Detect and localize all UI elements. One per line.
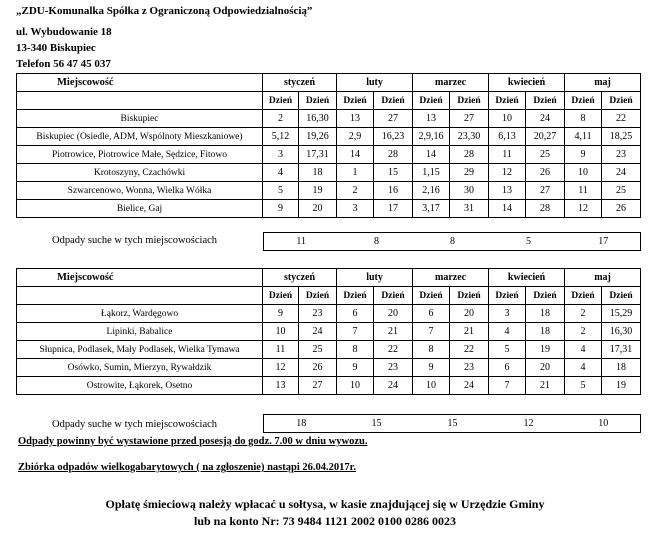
day-cell: 19,26: [299, 128, 337, 146]
day-cell: 10: [413, 377, 450, 395]
day-cell: 14: [489, 200, 526, 218]
table-row: [17, 323, 641, 341]
dry-waste-day: 18: [264, 415, 339, 433]
day-header: Dzień: [526, 92, 565, 110]
table-row: [17, 128, 641, 146]
day-cell: 26: [526, 164, 565, 182]
day-header: Dzień: [450, 92, 489, 110]
day-cell: 3: [263, 146, 299, 164]
day-cell: 10: [263, 323, 299, 341]
day-cell: 16,30: [602, 323, 641, 341]
empty-cell: [17, 92, 263, 110]
month-header-march: marzec: [413, 269, 489, 287]
day-cell: 12: [489, 164, 526, 182]
day-cell: 13: [413, 110, 450, 128]
month-header-march: marzec: [413, 74, 489, 92]
dry-waste-day: 11: [264, 233, 339, 251]
note-bulky-waste: Zbiórka odpadów wielkogabarytowych ( na zgłoszenie) nastąpi 26.04.2017r.: [18, 462, 356, 473]
location-header: Miejscowość: [17, 269, 263, 287]
day-header: Dzień: [565, 92, 602, 110]
day-cell: 18: [526, 305, 565, 323]
day-cell: 3: [489, 305, 526, 323]
day-cell: 23,30: [450, 128, 489, 146]
day-cell: 2,16: [413, 182, 450, 200]
day-cell: 20: [526, 359, 565, 377]
day-cell: 18,25: [602, 128, 641, 146]
day-cell: 31: [450, 200, 489, 218]
table-row: [17, 200, 641, 218]
table-row: [17, 377, 641, 395]
footer-account-number: lub na konto Nr: 73 9484 1121 2002 0100 0286 0023: [193, 514, 457, 528]
day-cell: 4,11: [565, 128, 602, 146]
day-cell: 7: [413, 323, 450, 341]
day-header: Dzień: [565, 287, 602, 305]
day-cell: 9: [263, 305, 299, 323]
location-cell: Łąkorz, Wardęgowo: [17, 305, 263, 323]
day-cell: 4: [489, 323, 526, 341]
table-month-header-row: [17, 74, 641, 92]
day-header: Dzień: [299, 92, 337, 110]
day-header: Dzień: [413, 92, 450, 110]
day-cell: 27: [526, 182, 565, 200]
company-city: 13-340 Biskupiec: [16, 42, 96, 54]
location-cell: Słupnica, Podlasek, Mały Podlasek, Wielka Tymawa: [17, 341, 263, 359]
day-header: Dzień: [526, 287, 565, 305]
schedule-table-2: [16, 268, 641, 395]
day-cell: 23: [602, 146, 641, 164]
day-cell: 2: [565, 323, 602, 341]
day-cell: 29: [450, 164, 489, 182]
day-header: Dzień: [450, 287, 489, 305]
day-header: Dzień: [263, 92, 299, 110]
table-row: [17, 182, 641, 200]
day-cell: 8: [413, 341, 450, 359]
day-header: Dzień: [489, 287, 526, 305]
day-cell: 21: [526, 377, 565, 395]
day-cell: 24: [526, 110, 565, 128]
day-header: Dzień: [374, 92, 413, 110]
day-cell: 1,15: [413, 164, 450, 182]
day-cell: 11: [263, 341, 299, 359]
day-cell: 30: [450, 182, 489, 200]
day-cell: 28: [450, 146, 489, 164]
day-cell: 26: [602, 200, 641, 218]
day-cell: 10: [489, 110, 526, 128]
day-cell: 10: [337, 377, 374, 395]
month-header-april: kwiecień: [489, 269, 565, 287]
dry-waste-label-1: Odpady suche w tych miejscowościach: [52, 235, 218, 246]
day-cell: 22: [602, 110, 641, 128]
day-cell: 23: [450, 359, 489, 377]
day-cell: 5: [489, 341, 526, 359]
footer-payment-info: Opłatę śmieciową należy wpłacać u sołtysa, w kasie znajdującej się w Urzędzie Gminy: [105, 497, 545, 511]
location-cell: Piotrowice, Piotrowice Małe, Sędzice, Fitowo: [17, 146, 263, 164]
schedule-table-1: [16, 73, 641, 218]
day-cell: 9: [337, 359, 374, 377]
day-cell: 4: [565, 359, 602, 377]
day-cell: 9: [413, 359, 450, 377]
day-cell: 13: [337, 110, 374, 128]
day-cell: 4: [263, 164, 299, 182]
day-cell: 27: [374, 110, 413, 128]
day-header: Dzień: [263, 287, 299, 305]
dry-waste-day: 5: [491, 233, 567, 251]
day-cell: 20,27: [526, 128, 565, 146]
day-cell: 18: [526, 323, 565, 341]
day-cell: 26: [299, 359, 337, 377]
day-cell: 20: [299, 200, 337, 218]
day-cell: 18: [299, 164, 337, 182]
day-header: Dzień: [299, 287, 337, 305]
month-header-may: maj: [565, 269, 641, 287]
day-cell: 5: [565, 377, 602, 395]
day-cell: 24: [450, 377, 489, 395]
day-cell: 7: [489, 377, 526, 395]
day-cell: 2: [337, 182, 374, 200]
day-cell: 8: [565, 110, 602, 128]
location-cell: Osówko, Sumin, Mierzyn, Rywałdzik: [17, 359, 263, 377]
day-cell: 18: [602, 359, 641, 377]
dry-waste-day: 8: [415, 233, 491, 251]
day-cell: 23: [374, 359, 413, 377]
month-header-january: styczeń: [263, 74, 337, 92]
note-collection-time: Odpady powinny być wystawione przed posesją do godz. 7.00 w dniu wywozu.: [18, 436, 368, 447]
day-cell: 2: [263, 110, 299, 128]
day-header: Dzień: [602, 92, 641, 110]
day-cell: 25: [602, 182, 641, 200]
company-name: „ZDU-Komunalka Spółka z Ograniczoną Odpowiedzialnością”: [16, 5, 313, 17]
day-cell: 27: [450, 110, 489, 128]
day-cell: 6: [489, 359, 526, 377]
day-cell: 16,23: [374, 128, 413, 146]
dry-waste-day: 8: [339, 233, 415, 251]
day-header: Dzień: [413, 287, 450, 305]
day-cell: 20: [374, 305, 413, 323]
location-cell: Biskupiec: [17, 110, 263, 128]
day-cell: 6: [337, 305, 374, 323]
dry-waste-day: 12: [491, 415, 567, 433]
day-cell: 22: [374, 341, 413, 359]
day-cell: 17: [374, 200, 413, 218]
day-cell: 14: [413, 146, 450, 164]
day-cell: 11: [565, 182, 602, 200]
day-cell: 14: [337, 146, 374, 164]
location-cell: Biskupiec (Osiedle, ADM, Wspólnoty Mieszkaniowe): [17, 128, 263, 146]
location-cell: Ostrowite, Łąkorek, Osetno: [17, 377, 263, 395]
month-header-february: luty: [337, 74, 413, 92]
day-header: Dzień: [337, 287, 374, 305]
day-cell: 3: [337, 200, 374, 218]
day-cell: 27: [299, 377, 337, 395]
day-cell: 4: [565, 341, 602, 359]
month-header-may: maj: [565, 74, 641, 92]
day-cell: 21: [450, 323, 489, 341]
day-cell: 19: [299, 182, 337, 200]
day-cell: 2,9: [337, 128, 374, 146]
day-cell: 24: [374, 377, 413, 395]
day-cell: 17,31: [299, 146, 337, 164]
day-cell: 16,30: [299, 110, 337, 128]
dry-waste-row-2: [263, 414, 641, 433]
day-cell: 25: [299, 341, 337, 359]
day-cell: 24: [299, 323, 337, 341]
table-month-header-row: [17, 269, 641, 287]
table-row: [17, 341, 641, 359]
day-header: Dzień: [374, 287, 413, 305]
day-cell: 11: [489, 146, 526, 164]
day-cell: 8: [337, 341, 374, 359]
day-cell: 19: [526, 341, 565, 359]
dry-waste-day: 10: [567, 415, 641, 433]
location-header: Miejscowość: [17, 74, 263, 92]
dry-waste-day: 15: [415, 415, 491, 433]
day-cell: 24: [602, 164, 641, 182]
day-cell: 23: [299, 305, 337, 323]
day-cell: 3,17: [413, 200, 450, 218]
month-header-april: kwiecień: [489, 74, 565, 92]
day-header: Dzień: [337, 92, 374, 110]
dry-waste-day: 15: [339, 415, 415, 433]
location-cell: Szwarcenowo, Wonna, Wielka Wółka: [17, 182, 263, 200]
day-cell: 9: [565, 146, 602, 164]
day-cell: 1: [337, 164, 374, 182]
day-cell: 13: [263, 377, 299, 395]
day-cell: 7: [337, 323, 374, 341]
day-cell: 25: [526, 146, 565, 164]
day-cell: 2,9,16: [413, 128, 450, 146]
dry-waste-day: 17: [567, 233, 641, 251]
month-header-february: luty: [337, 269, 413, 287]
day-cell: 12: [263, 359, 299, 377]
day-cell: 22: [450, 341, 489, 359]
table-row: [17, 110, 641, 128]
day-cell: 10: [565, 164, 602, 182]
day-cell: 5: [263, 182, 299, 200]
dry-waste-row-1: [263, 232, 641, 251]
day-cell: 16: [374, 182, 413, 200]
table-row: [17, 146, 641, 164]
day-cell: 17,31: [602, 341, 641, 359]
location-cell: Bielice, Gaj: [17, 200, 263, 218]
day-cell: 9: [263, 200, 299, 218]
table-row: [17, 359, 641, 377]
day-cell: 12: [565, 200, 602, 218]
day-cell: 5,12: [263, 128, 299, 146]
empty-cell: [17, 287, 263, 305]
day-cell: 6,13: [489, 128, 526, 146]
day-cell: 28: [374, 146, 413, 164]
day-cell: 6: [413, 305, 450, 323]
dry-waste-label-2: Odpady suche w tych miejscowościach: [52, 419, 218, 430]
location-cell: Krotoszyny, Czachówki: [17, 164, 263, 182]
day-cell: 2: [565, 305, 602, 323]
day-cell: 21: [374, 323, 413, 341]
day-cell: 19: [602, 377, 641, 395]
table-row: [17, 164, 641, 182]
day-header: Dzień: [489, 92, 526, 110]
day-header: Dzień: [602, 287, 641, 305]
location-cell: Lipinki, Babalice: [17, 323, 263, 341]
company-phone: Telefon 56 47 45 037: [16, 58, 111, 70]
company-street: ul. Wybudowanie 18: [16, 26, 112, 38]
month-header-january: styczeń: [263, 269, 337, 287]
table-row: [17, 305, 641, 323]
day-cell: 20: [450, 305, 489, 323]
table-day-header-row: [17, 92, 641, 110]
day-cell: 15: [374, 164, 413, 182]
day-cell: 13: [489, 182, 526, 200]
table-day-header-row: [17, 287, 641, 305]
day-cell: 15,29: [602, 305, 641, 323]
day-cell: 28: [526, 200, 565, 218]
